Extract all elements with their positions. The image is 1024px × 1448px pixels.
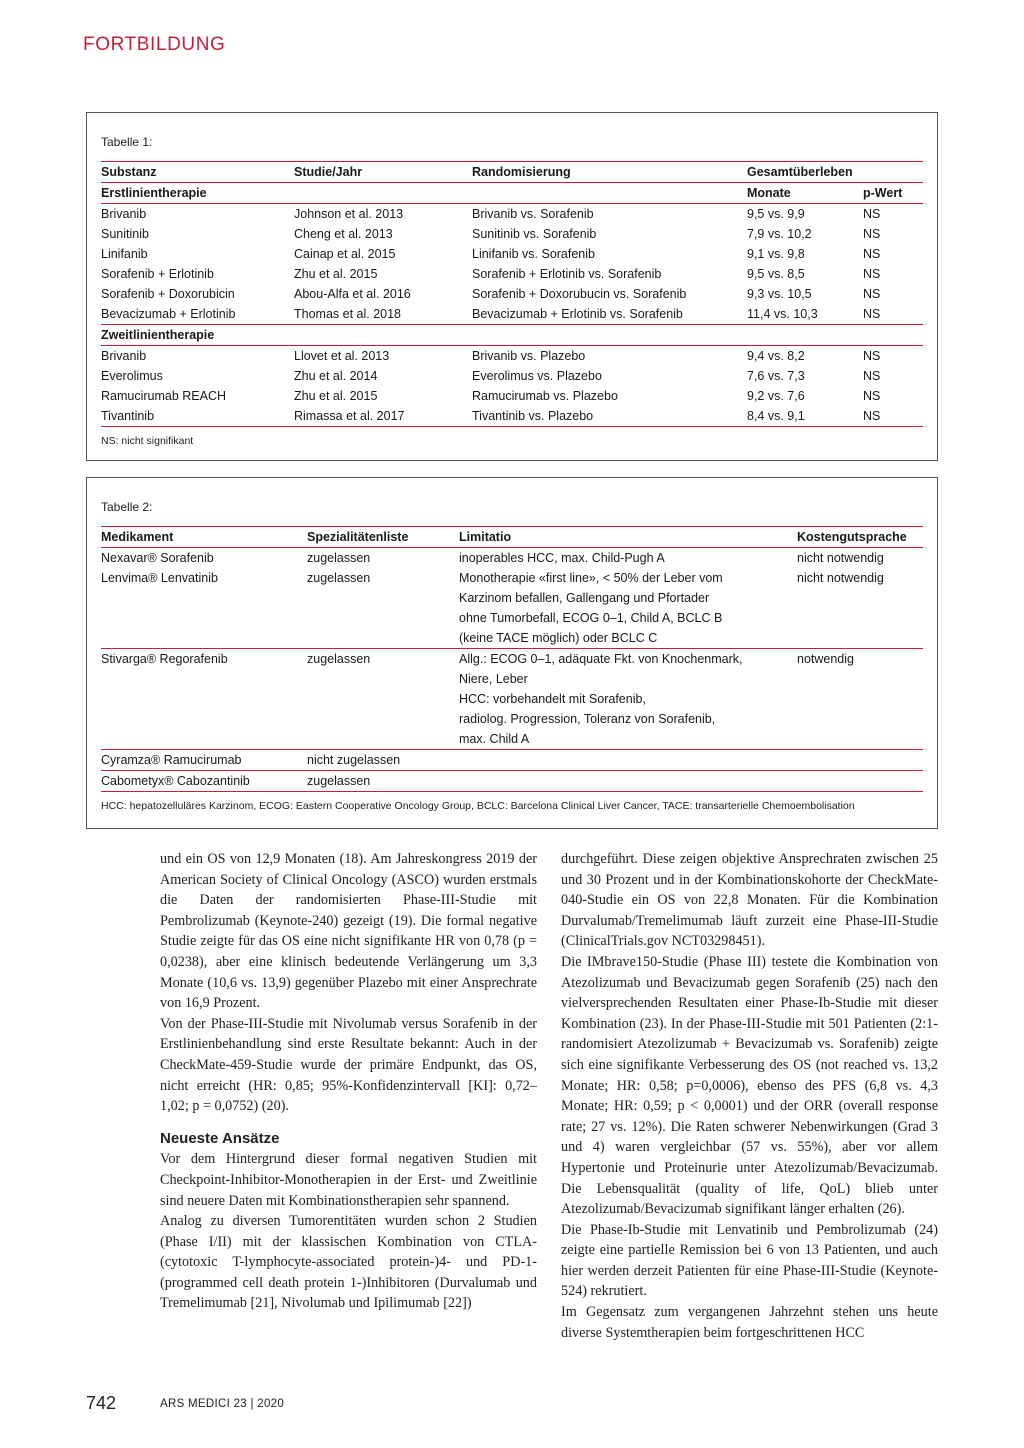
list-status-cell: zugelassen: [307, 649, 459, 750]
table-cell: 7,9 vs. 10,2: [747, 227, 812, 241]
table-cell: Linifanib: [101, 247, 148, 261]
section-label: FORTBILDUNG: [83, 34, 226, 55]
table-row: [101, 366, 923, 386]
table-1-subheader: Monate: [747, 183, 863, 204]
table-cell: 9,5 vs. 8,5: [747, 267, 805, 281]
table-cell: Ramucirumab REACH: [101, 389, 227, 403]
table-1-box: [86, 112, 938, 461]
table-row: [101, 224, 923, 244]
limitatio-line: inoperables HCC, max. Child-Pugh A: [459, 551, 665, 565]
table-row: [101, 406, 923, 427]
table-cell: NS: [863, 227, 881, 241]
table-1-header: Studie/Jahr: [294, 162, 472, 183]
table-cell: Brivanib: [101, 349, 147, 363]
table-cell: 9,4 vs. 8,2: [747, 349, 805, 363]
table-row: [101, 244, 923, 264]
table-row: [101, 346, 923, 367]
table-cell: Sorafenib + Doxorubicin: [101, 287, 235, 301]
table-cell: Sorafenib + Erlotinib vs. Sorafenib: [472, 267, 662, 281]
body-paragraph: Analog zu diversen Tumorentitäten wurden schon 2 Studien (Phase I/II) mit der klassischen Kombination von CTLA-(cytotoxic T-lymphocyte-associated protein-)4- und PD-1-(programmed cell death protein 1-)Inhibitoren (Durvalumab und Tremelimumab [21], Nivolumab und Ipilimumab [22]): [160, 1213, 537, 1312]
table-1-header: [863, 162, 923, 183]
journal-issue: ARS MEDICI 23 | 2020: [160, 1398, 285, 1410]
body-paragraph: und ein OS von 12,9 Monaten (18). Am Jahreskongress 2019 der American Society of Clinical Oncology (ASCO) wurden erstmals die Daten der randomisierten Phase-III-Studie mit Pembrolizumab (Keynote-240) gezeigt (19). Die formal negative Studie zeigte für das OS eine nicht signifikante HR von 0,78 (p = 0,0238), aber eine klinisch bedeutende Verlängerung um 3,3 Monate (10,6 vs. 13,9) gegenüber Plazebo mit einer Ansprechrate von 16,9 Prozent.: [160, 851, 537, 1012]
table-2: [101, 526, 923, 792]
table-2-header: Kostengutsprache: [797, 527, 923, 548]
list-status-cell: zugelassen: [307, 551, 371, 565]
table-cell: Brivanib vs. Plazebo: [472, 349, 586, 363]
table-cell: Sorafenib + Doxorubucin vs. Sorafenib: [472, 287, 687, 301]
table-cell: Bevacizumab + Erlotinib vs. Sorafenib: [472, 304, 747, 325]
table-cell: Everolimus: [101, 369, 163, 383]
table-row: [101, 568, 923, 649]
table-1-header: Randomisierung: [472, 162, 747, 183]
table-cell: NS: [863, 267, 881, 281]
limitatio-cell: [459, 568, 797, 649]
table-1-caption: Tabelle 1:: [101, 135, 153, 149]
table-cell: Abou-Alfa et al. 2016: [294, 287, 411, 301]
table-2-header: Spezialitätenliste: [307, 527, 459, 548]
body-paragraph: Von der Phase-III-Studie mit Nivolumab versus Sorafenib in der Erstlinienbehandlung sind erste Resultate bekannt: Auch in der CheckMate-459-Studie wurde der primäre Endpunkt, das OS, nicht erreicht (HR: 0,85; 95%-Konfidenzintervall [KI]: 0,72–1,02; p = 0,0752) (20).: [160, 1015, 537, 1115]
drug-cell: Cyramza® Ramucirumab: [101, 750, 307, 771]
table-cell: Sunitinib vs. Sorafenib: [472, 227, 597, 241]
limitatio-cell: [459, 771, 797, 792]
table-cell: Sorafenib + Erlotinib: [101, 267, 214, 281]
drug-cell: Stivarga® Regorafenib: [101, 649, 307, 750]
table-cell: Thomas et al. 2018: [294, 304, 472, 325]
table-cell: Zhu et al. 2014: [294, 369, 378, 383]
table-row: [101, 284, 923, 304]
limitatio-line: (keine TACE möglich) oder BCLC C: [459, 631, 658, 645]
list-status-cell: nicht zugelassen: [307, 750, 459, 771]
table-1-subheader-row: [101, 183, 923, 204]
limitatio-line: max. Child A: [459, 732, 530, 746]
table-cell: 7,6 vs. 7,3: [747, 369, 805, 383]
table-cell: NS: [863, 349, 881, 363]
table-cell: NS: [863, 304, 923, 325]
body-paragraph: durchgeführt. Diese zeigen objektive Ansprechraten zwischen 25 und 30 Prozent und in der Kombinationskohorte der CheckMate-040-Studie ein OS von 22,8 Monaten. Für die Kombination Durvalumab/Tremelimumab läuft zurzeit eine Phase-III-Studie (ClinicalTrials.gov NCT03298451).: [561, 851, 938, 950]
table-cell: Brivanib: [101, 207, 147, 221]
table-cell: Zhu et al. 2015: [294, 267, 378, 281]
body-column-left: [160, 849, 537, 1314]
table-1-subheader: p-Wert: [863, 183, 923, 204]
table-row: [101, 264, 923, 284]
body-paragraph: Die Phase-Ib-Studie mit Lenvatinib und Pembrolizumab (24) zeigte eine partielle Remission bei 6 von 13 Patienten, und auch hier werden derzeit Patienten für eine Phase-III-Studie (Keynote-524) rekrutiert.: [561, 1221, 938, 1300]
table-1-subheader: Erstlinientherapie: [101, 183, 747, 204]
table-2-header: Limitatio: [459, 527, 797, 548]
table-cell: NS: [863, 287, 881, 301]
table-row: [101, 750, 923, 771]
table-row: [101, 386, 923, 406]
table-2-header-row: [101, 527, 923, 548]
table-2-caption: Tabelle 2:: [101, 500, 153, 514]
section-heading: Neueste Ansätze: [160, 1129, 280, 1147]
table-cell: 9,2 vs. 7,6: [747, 389, 805, 403]
limitatio-line: Allg.: ECOG 0–1, adäquate Fkt. von Knochenmark,: [459, 652, 743, 666]
cost-cell: [797, 771, 923, 792]
table-2-header: Medikament: [101, 527, 307, 548]
limitatio-line: ohne Tumorbefall, ECOG 0–1, Child A, BCLC B: [459, 611, 723, 625]
table-cell: NS: [863, 369, 881, 383]
table-2-footnote: HCC: hepatozelluläres Karzinom, ECOG: Eastern Cooperative Oncology Group, BCLC: Barcelona Clinical Liver Cancer, TACE: transarterielle Chemoembolisation: [101, 800, 855, 812]
limitatio-line: HCC: vorbehandelt mit Sorafenib,: [459, 692, 646, 706]
limitatio-line: [459, 771, 797, 791]
table-cell: 9,3 vs. 10,5: [747, 287, 812, 301]
table-row: [101, 548, 923, 569]
table-cell: Llovet et al. 2013: [294, 349, 390, 363]
table-cell: Rimassa et al. 2017: [294, 406, 472, 427]
table-1-header-row: [101, 162, 923, 183]
table-cell: Johnson et al. 2013: [294, 207, 404, 221]
table-cell: Tivantinib: [101, 406, 294, 427]
cost-cell: nicht notwendig: [797, 568, 923, 649]
table-cell: 8,4 vs. 9,1: [747, 406, 863, 427]
table-cell: Sunitinib: [101, 227, 149, 241]
table-cell: Tivantinib vs. Plazebo: [472, 406, 747, 427]
table-cell: Everolimus vs. Plazebo: [472, 369, 602, 383]
table-cell: NS: [863, 247, 881, 261]
table-row: [101, 204, 923, 225]
table-cell: 9,1 vs. 9,8: [747, 247, 805, 261]
table-cell: NS: [863, 207, 881, 221]
cost-cell: [797, 750, 923, 771]
table-row: [101, 771, 923, 792]
table-1-header: Gesamtüberleben: [747, 162, 863, 183]
table-2-box: [86, 477, 938, 829]
limitatio-line: [459, 750, 797, 770]
table-cell: Ramucirumab vs. Plazebo: [472, 389, 618, 403]
table-cell: Linifanib vs. Sorafenib: [472, 247, 595, 261]
list-status-cell: zugelassen: [307, 568, 459, 649]
table-cell: Brivanib vs. Sorafenib: [472, 207, 594, 221]
table-cell: Bevacizumab + Erlotinib: [101, 304, 294, 325]
body-column-right: [561, 849, 938, 1343]
page-number: 742: [86, 1393, 117, 1413]
table-cell: NS: [863, 406, 923, 427]
drug-cell: Lenvima® Lenvatinib: [101, 568, 307, 649]
body-paragraph: Im Gegensatz zum vergangenen Jahrzehnt stehen uns heute diverse Systemtherapien beim fortgeschrittenen HCC: [561, 1304, 938, 1341]
cost-cell: notwendig: [797, 649, 923, 750]
limitatio-line: Niere, Leber: [459, 672, 528, 686]
drug-cell: Nexavar® Sorafenib: [101, 551, 214, 565]
limitatio-line: radiolog. Progression, Toleranz von Sorafenib,: [459, 712, 716, 726]
table-cell: NS: [863, 389, 881, 403]
body-paragraph: Vor dem Hintergrund dieser formal negativen Studien mit Checkpoint-Inhibitor-Monotherapien in der Erst- und Zweitlinie sind neuere Daten mit Kombinationstherapien sehr spannend.: [160, 1151, 537, 1209]
limitatio-line: Karzinom befallen, Gallengang und Pfortader: [459, 591, 710, 605]
table-1: [101, 161, 923, 427]
limitatio-cell: [459, 548, 797, 569]
list-status-cell: zugelassen: [307, 771, 459, 792]
table-1-subheader: Zweitlinientherapie: [101, 325, 923, 346]
table-cell: 9,5 vs. 9,9: [747, 207, 805, 221]
table-1-header: Substanz: [101, 162, 294, 183]
limitatio-line: Monotherapie «first line», < 50% der Leber vom: [459, 571, 723, 585]
table-cell: 11,4 vs. 10,3: [747, 304, 863, 325]
limitatio-cell: [459, 649, 797, 750]
table-cell: Zhu et al. 2015: [294, 389, 378, 403]
body-paragraph: Die IMbrave150-Studie (Phase III) testete die Kombination von Atezolizumab und Bevacizumab gegen Sorafenib (25) nach den vielversprechenden Resultaten einer Phase-Ib-Studie mit dieser Kombination (23). In der Phase-III-Studie mit 501 Patienten (2:1-randomisiert Atezolizumab + Bevacizumab vs. Sorafenib) zeigte sich eine signifikante Verbesserung des OS (not reached vs. 13,2 Monate; HR: 0,58; p=0,0006), ebenso des PFS (6,8 vs. 4,3 Monate; HR: 0,59; p < 0,0001) und der ORR (overall response rate; 27 vs. 12%). Die Raten schwerer Nebenwirkungen (Grad 3 und 4) waren vergleichbar (57 vs. 55%), aber vor allem Hypertonie und Proteinurie unter Atezolizumab/Bevacizumab. Die Lebensqualität (quality of life, QoL) blieb unter Atezolizumab/Bevacizumab signifikant länger erhalten (26).: [561, 953, 938, 1218]
table-row: [101, 649, 923, 750]
table-cell: Cainap et al. 2015: [294, 247, 396, 261]
limitatio-cell: [459, 750, 797, 771]
table-1-subheader-row: [101, 325, 923, 346]
cost-cell: nicht notwendig: [797, 551, 884, 565]
table-cell: Cheng et al. 2013: [294, 227, 393, 241]
table-row: [101, 304, 923, 325]
drug-cell: Cabometyx® Cabozantinib: [101, 771, 307, 792]
table-1-footnote: NS: nicht signifikant: [101, 435, 194, 447]
